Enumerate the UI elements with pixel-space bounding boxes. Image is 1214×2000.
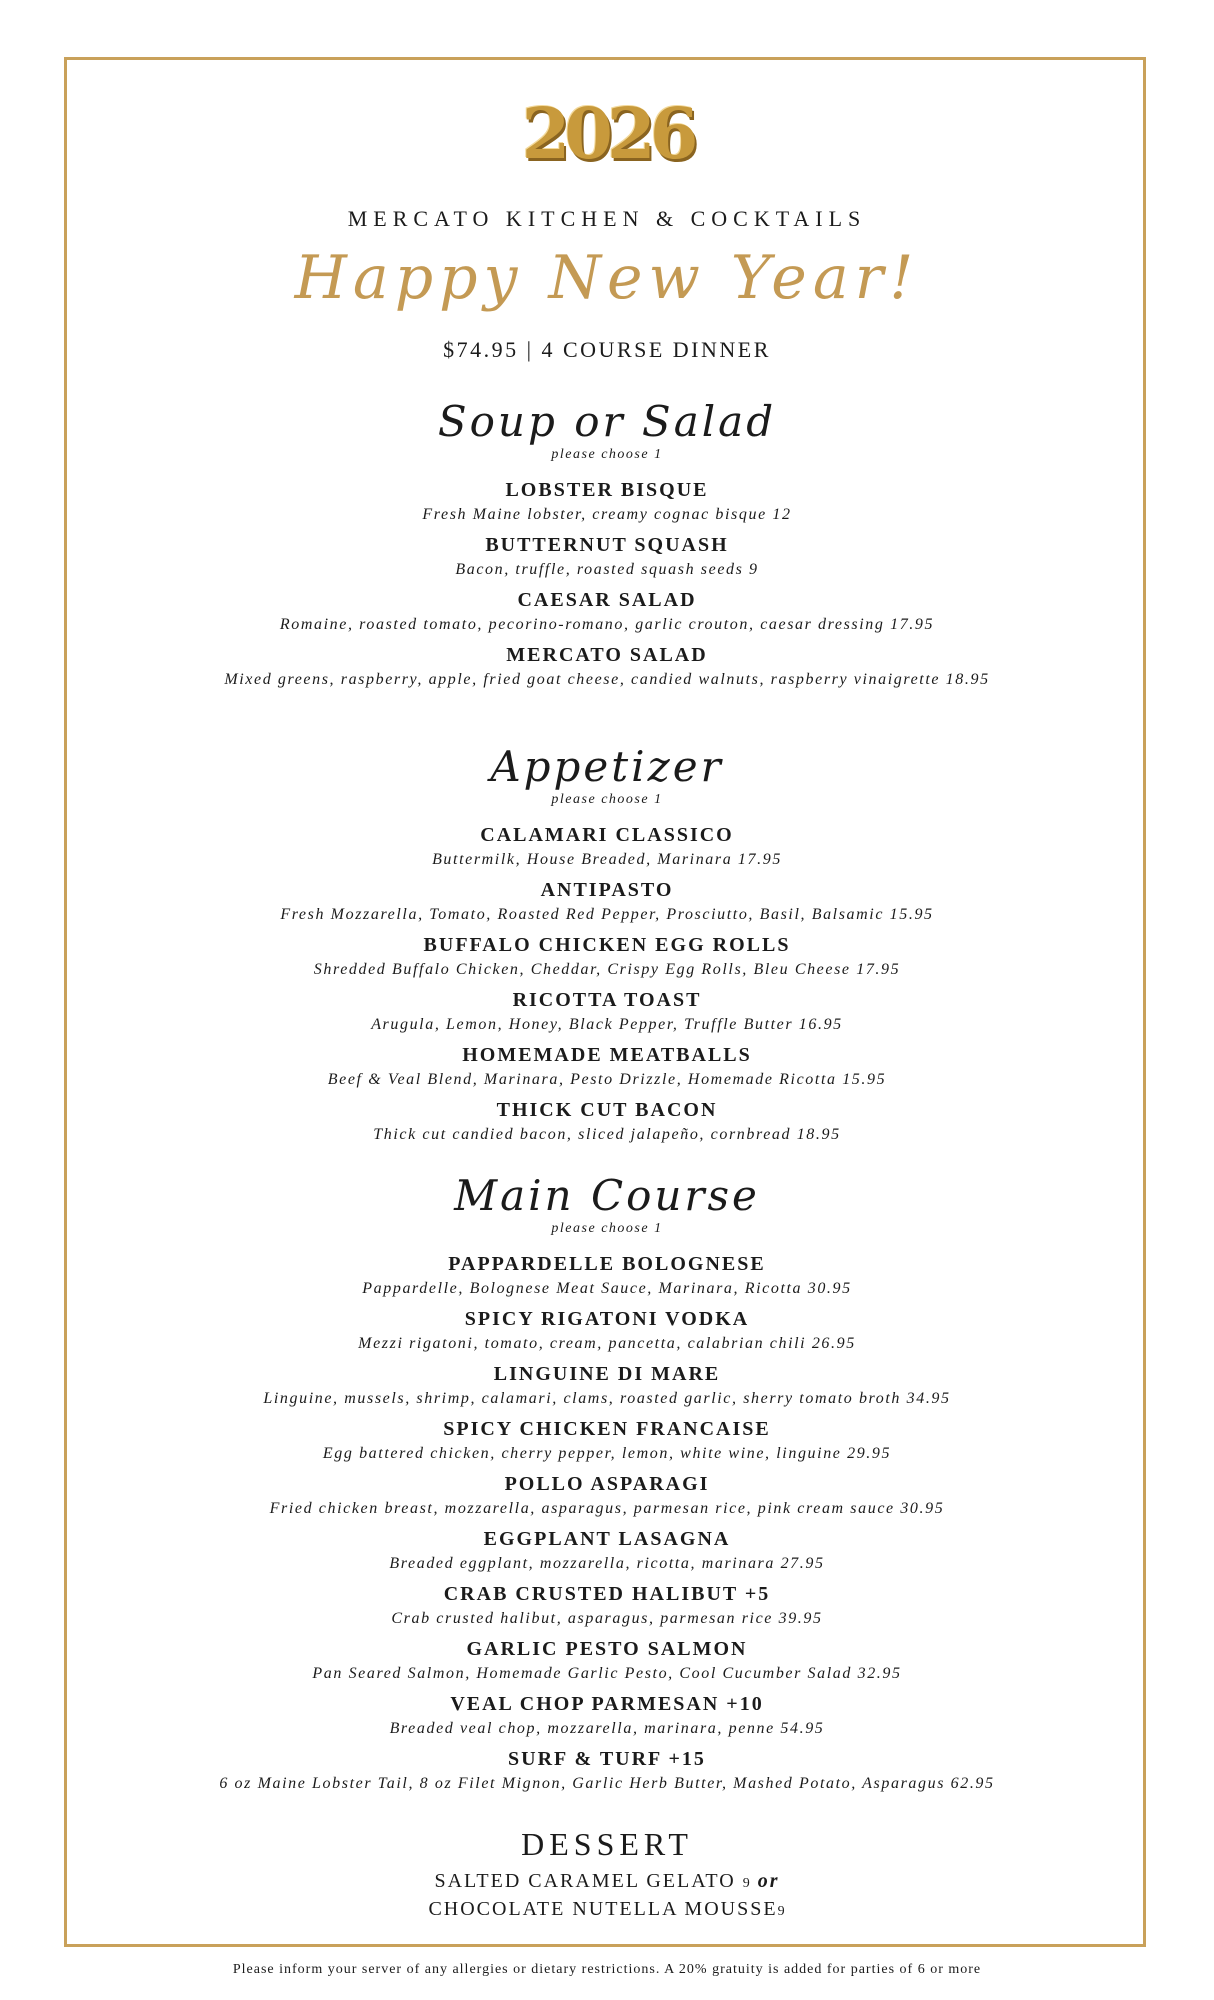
menu-item [0, 1041, 1214, 1096]
menu-item [0, 531, 1214, 586]
greeting-title: Happy New Year! [294, 243, 920, 313]
menu-item [0, 931, 1214, 986]
item-name: CRAB CRUSTED HALIBUT +5 [443, 1583, 771, 1605]
item-name: SURF & TURF +15 [508, 1748, 706, 1770]
item-description: Thick cut candied bacon, sliced jalapeño, cornbread 18.95 [373, 1126, 841, 1143]
menu-item [0, 876, 1214, 931]
section-title: Soup or Salad [437, 397, 777, 446]
menu-item [0, 641, 1214, 696]
item-description: Mixed greens, raspberry, apple, fried goat cheese, candied walnuts, raspberry vinaigrette 18.95 [224, 671, 990, 688]
item-description: Mezzi rigatoni, tomato, cream, pancetta, calabrian chili 26.95 [358, 1335, 856, 1352]
item-description: Bacon, truffle, roasted squash seeds 9 [455, 561, 759, 578]
dessert-name: CHOCOLATE NUTELLA MOUSSE [428, 1898, 778, 1920]
restaurant-name: MERCATO KITCHEN & COCKTAILS [347, 206, 867, 231]
dessert-or: or [757, 1870, 780, 1892]
footer-note: Please inform your server of any allergies or dietary restrictions. A 20% gratuity is added for parties of 6 or more [232, 1962, 982, 1977]
menu-item [0, 1415, 1214, 1470]
item-name: ANTIPASTO [540, 879, 674, 901]
item-name: BUFFALO CHICKEN EGG ROLLS [423, 934, 791, 956]
item-name: BUTTERNUT SQUASH [485, 534, 729, 556]
item-name: SPICY CHICKEN FRANCAISE [443, 1418, 771, 1440]
item-description: Fresh Mozzarella, Tomato, Roasted Red Pepper, Prosciutto, Basil, Balsamic 15.95 [280, 906, 934, 923]
menu-item [0, 1745, 1214, 1800]
item-name: MERCATO SALAD [506, 644, 708, 666]
menu-item [0, 586, 1214, 641]
item-name: CAESAR SALAD [517, 589, 697, 611]
price-line: $74.95 | 4 COURSE DINNER [443, 337, 771, 362]
item-description: Egg battered chicken, cherry pepper, lemon, white wine, linguine 29.95 [322, 1445, 892, 1462]
menu-item [0, 1580, 1214, 1635]
item-name: LINGUINE DI MARE [493, 1363, 721, 1385]
item-description: Pappardelle, Bolognese Meat Sauce, Marinara, Ricotta 30.95 [362, 1280, 852, 1297]
item-description: Romaine, roasted tomato, pecorino-romano, garlic crouton, caesar dressing 17.95 [279, 616, 935, 633]
item-description: Fried chicken breast, mozzarella, asparagus, parmesan rice, pink cream sauce 30.95 [269, 1500, 945, 1517]
dessert-item-mousse [0, 1898, 1214, 1921]
item-name: EGGPLANT LASAGNA [483, 1528, 731, 1550]
item-description: Pan Seared Salmon, Homemade Garlic Pesto, Cool Cucumber Salad 32.95 [312, 1665, 902, 1682]
dessert-item-gelato [0, 1870, 1214, 1893]
item-name: GARLIC PESTO SALMON [466, 1638, 748, 1660]
item-description: Arugula, Lemon, Honey, Black Pepper, Truffle Butter 16.95 [371, 1016, 843, 1033]
menu-item [0, 821, 1214, 876]
item-description: Shredded Buffalo Chicken, Cheddar, Crispy Egg Rolls, Bleu Cheese 17.95 [313, 961, 901, 978]
item-description: 6 oz Maine Lobster Tail, 8 oz Filet Mignon, Garlic Herb Butter, Mashed Potato, Asparagus 62.95 [219, 1775, 995, 1792]
dessert-price: 9 [777, 1904, 786, 1919]
menu-item [0, 1360, 1214, 1415]
item-description: Fresh Maine lobster, creamy cognac bisque 12 [422, 506, 792, 523]
item-name: POLLO ASPARAGI [504, 1473, 710, 1495]
dessert-title: DESSERT [521, 1826, 693, 1862]
dessert-name: SALTED CARAMEL GELATO [434, 1870, 736, 1892]
menu-item [0, 1305, 1214, 1360]
item-name: VEAL CHOP PARMESAN +10 [450, 1693, 764, 1715]
item-name: LOBSTER BISQUE [505, 479, 709, 501]
item-name: THICK CUT BACON [496, 1099, 718, 1121]
menu-item [0, 1250, 1214, 1305]
item-description: Beef & Veal Blend, Marinara, Pesto Drizzle, Homemade Ricotta 15.95 [327, 1071, 887, 1088]
section-title: Main Course [454, 1171, 760, 1220]
menu-item [0, 1096, 1214, 1151]
item-name: HOMEMADE MEATBALLS [462, 1044, 752, 1066]
section-main-course [0, 1172, 1214, 1800]
year-2026-logo: 2026 [521, 92, 693, 175]
section-note: please choose 1 [551, 792, 663, 807]
section-soup-or-salad [0, 398, 1214, 696]
menu-item [0, 1635, 1214, 1690]
menu-item [0, 986, 1214, 1041]
section-appetizer [0, 743, 1214, 1151]
menu-item [0, 1470, 1214, 1525]
item-name: CALAMARI CLASSICO [480, 824, 734, 846]
dessert-price: 9 [742, 1876, 751, 1891]
menu-item [0, 1525, 1214, 1580]
section-note: please choose 1 [551, 1221, 663, 1236]
item-description: Breaded eggplant, mozzarella, ricotta, marinara 27.95 [389, 1555, 825, 1572]
item-description: Breaded veal chop, mozzarella, marinara, penne 54.95 [389, 1720, 825, 1737]
item-name: RICOTTA TOAST [512, 989, 702, 1011]
item-description: Buttermilk, House Breaded, Marinara 17.95 [432, 851, 782, 868]
menu-item [0, 476, 1214, 531]
section-note: please choose 1 [551, 447, 663, 462]
item-name: SPICY RIGATONI VODKA [464, 1308, 750, 1330]
item-description: Linguine, mussels, shrimp, calamari, clams, roasted garlic, sherry tomato broth 34.95 [263, 1390, 951, 1407]
item-description: Crab crusted halibut, asparagus, parmesan rice 39.95 [391, 1610, 823, 1627]
section-title: Appetizer [490, 742, 724, 791]
item-name: PAPPARDELLE BOLOGNESE [448, 1253, 766, 1275]
menu-item [0, 1690, 1214, 1745]
